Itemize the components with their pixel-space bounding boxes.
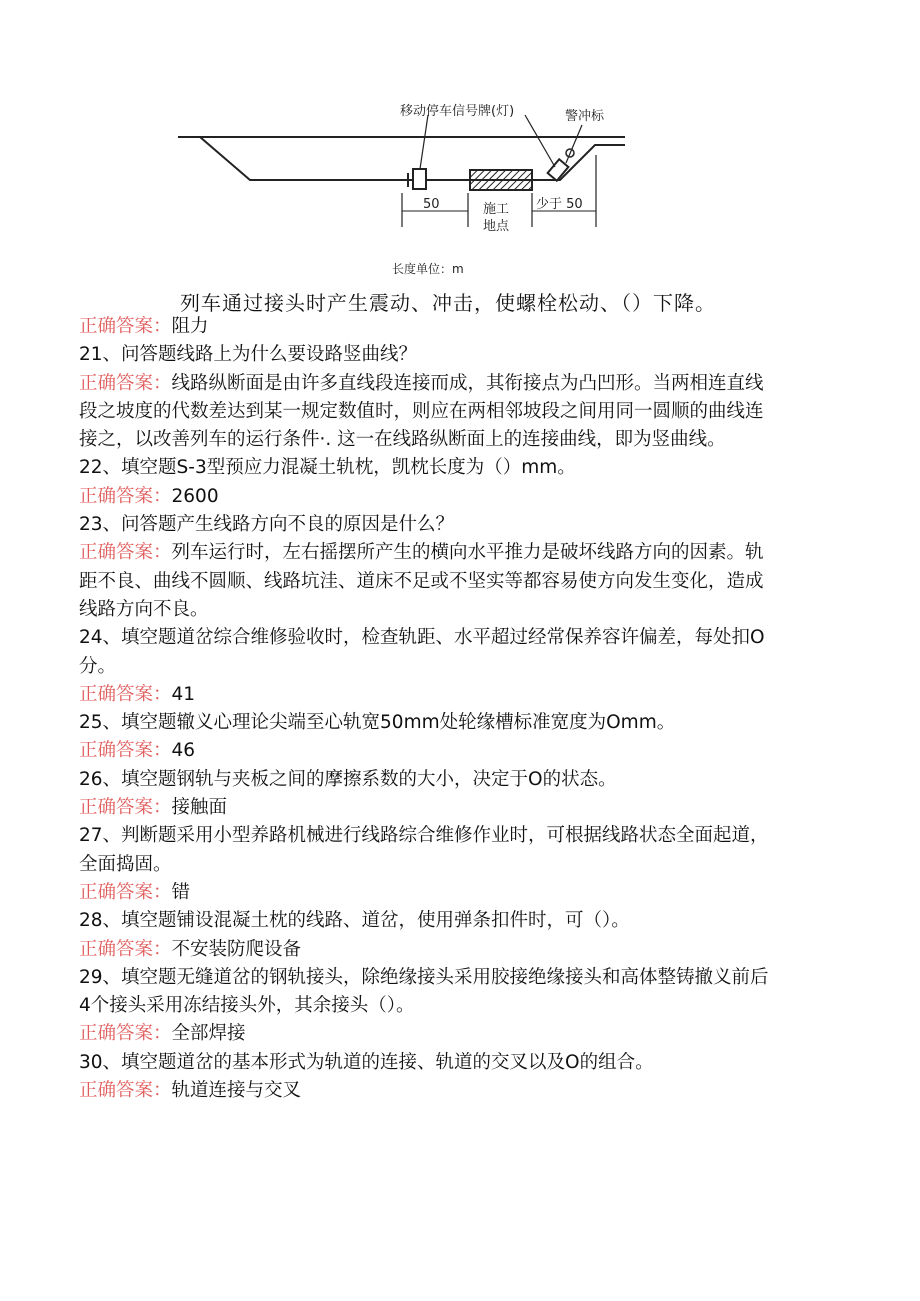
continuation-line: 段之坡度的代数差达到某一规定数值时，则应在两相邻坡段之间用同一圆顺的曲线连 [79, 400, 764, 422]
question-line: 30、填空题道岔的基本形式为轨道的连接、轨道的交叉以及O的组合。 [79, 1051, 654, 1073]
question-line: 26、填空题钢轨与夹板之间的摩擦系数的大小，决定于O的状态。 [79, 768, 617, 790]
answer-label: 正确答案： [79, 938, 172, 960]
answer-text: 不安装防爬设备 [171, 938, 302, 960]
label-fouling: 警冲标 [565, 109, 605, 124]
answer-line [79, 936, 839, 964]
continuation-line: 4个接头采用冻结接头外，其余接头（）。 [79, 995, 415, 1017]
answer-label: 正确答案： [79, 1080, 172, 1102]
answer-line [79, 1077, 839, 1105]
answer-text: 线路纵断面是由许多直线段连接而成，其衔接点为凸凹形。当两相连直线 [171, 372, 764, 394]
question-line: 29、填空题无缝道岔的钢轨接头，除绝缘接头采用胶接绝缘接头和高体整铸撤义前后 [79, 966, 769, 988]
question-line: 24、填空题道岔综合维修验收时，检查轨距、水平超过经常保养容许偏差，每处扣O [79, 627, 765, 649]
question-line: 22、填空题S-3型预应力混凝土轨枕，凯枕长度为（）mm。 [79, 457, 576, 479]
answer-label: 正确答案： [79, 372, 172, 394]
answer-label: 正确答案： [79, 316, 172, 337]
signal-board [413, 169, 426, 189]
question-line: 21、问答题线路上为什么要设路竖曲线？ [79, 344, 418, 366]
answer-text: 全部焊接 [171, 1023, 246, 1045]
answer-line [79, 539, 839, 567]
answer-line [79, 483, 839, 511]
answer-text: 46 [171, 740, 196, 762]
signal-leader-2 [525, 115, 555, 167]
label-site-1: 施工 [483, 202, 510, 217]
label-site-2: 地点 [483, 219, 510, 234]
dim-50: 50 [423, 197, 440, 212]
answer-label: 正确答案： [79, 542, 172, 564]
answer-label: 正确答案： [79, 1023, 172, 1045]
signal-leader [420, 115, 428, 169]
continuation-line: 分。 [79, 655, 117, 677]
answer-label: 正确答案： [79, 881, 172, 903]
question-line: 28、填空题铺设混凝土枕的线路、道岔，使用弹条扣件时，可（）。 [79, 910, 630, 932]
qa-list [79, 313, 839, 1105]
caption: 列车通过接头时产生震动、冲击，使螺栓松动、（）下降。 [180, 291, 716, 315]
unit-label: 长度单位：m [392, 262, 464, 276]
construction-site-block [470, 170, 532, 190]
answer-text: 错 [171, 881, 191, 903]
fouling-post [548, 159, 569, 181]
answer-line [79, 879, 839, 907]
answer-line [79, 313, 839, 341]
track-diagram-svg [170, 95, 640, 285]
answer-text: 阻力 [171, 316, 209, 337]
continuation-line: 接之，以改善列车的运行条件·. 这一在线路纵断面上的连接曲线，即为竖曲线。 [79, 429, 726, 451]
answer-line [79, 370, 839, 398]
answer-label: 正确答案： [79, 740, 172, 762]
track-diagram [170, 95, 640, 285]
answer-text: 接触面 [171, 797, 228, 819]
answer-line [79, 794, 839, 822]
continuation-line: 线路方向不良。 [79, 598, 209, 620]
answer-label: 正确答案： [79, 485, 172, 507]
label-signal: 移动停车信号牌(灯) [400, 104, 515, 119]
answer-text: 轨道连接与交叉 [171, 1080, 302, 1102]
continuation-line: 全面捣固。 [79, 853, 172, 875]
answer-line [79, 737, 839, 765]
answer-line [79, 1020, 839, 1048]
continuation-line: 距不良、曲线不圆顺、线路坑洼、道床不足或不坚实等都容易使方向发生变化，造成 [79, 570, 764, 592]
answer-label: 正确答案： [79, 797, 172, 819]
question-line: 27、判断题采用小型养路机械进行线路综合维修作业时，可根据线路状态全面起道， [79, 825, 769, 847]
answer-label: 正确答案： [79, 683, 172, 705]
dim-less50: 少于 50 [536, 197, 583, 212]
answer-text: 2600 [171, 485, 219, 507]
question-line: 23、问答题产生线路方向不良的原因是什么？ [79, 514, 455, 536]
answer-text: 列车运行时，左右摇摆所产生的横向水平推力是破坏线路方向的因素。轨 [171, 542, 764, 564]
question-line: 25、填空题辙义心理论尖端至心轨宽50mm处轮缘槽标准宽度为Omm。 [79, 712, 676, 734]
answer-text: 41 [171, 683, 196, 705]
answer-line [79, 681, 839, 709]
fouling-leader [566, 125, 582, 163]
